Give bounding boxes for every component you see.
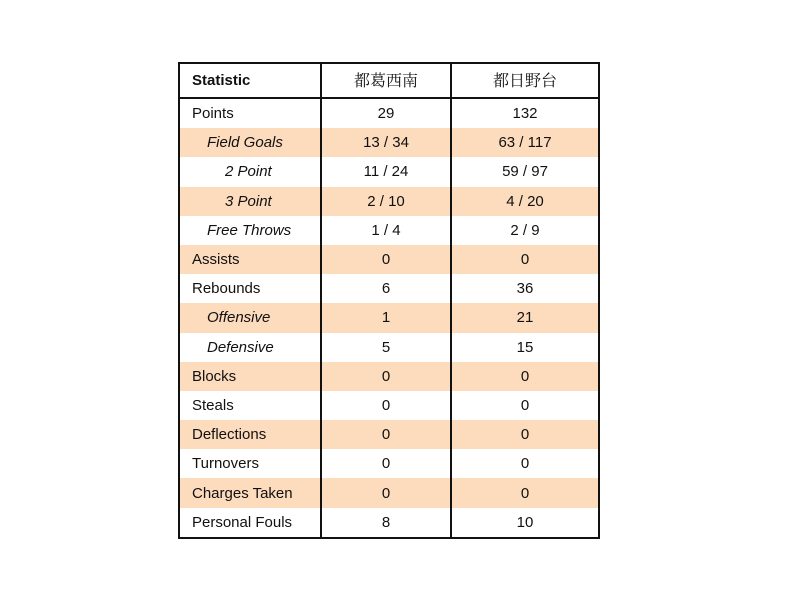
team-2-value: 15	[451, 333, 599, 362]
row-label: Defensive	[179, 333, 321, 362]
team-1-value: 1	[321, 303, 451, 332]
table-row	[179, 274, 599, 303]
team-2-value: 132	[451, 98, 599, 128]
team-2-value: 2 / 9	[451, 216, 599, 245]
team-1-value: 2 / 10	[321, 187, 451, 216]
row-label: Blocks	[179, 362, 321, 391]
header-team-1: 都葛西南	[321, 63, 451, 98]
team-1-value: 29	[321, 98, 451, 128]
team-2-value: 10	[451, 508, 599, 538]
row-label: Deflections	[179, 420, 321, 449]
team-2-value: 0	[451, 420, 599, 449]
row-label: Turnovers	[179, 449, 321, 478]
table-header	[179, 63, 599, 98]
table-row	[179, 362, 599, 391]
team-1-value: 6	[321, 274, 451, 303]
team-1-value: 8	[321, 508, 451, 538]
row-label: Points	[179, 98, 321, 128]
row-label: Offensive	[179, 303, 321, 332]
team-1-value: 0	[321, 391, 451, 420]
team-2-value: 0	[451, 449, 599, 478]
team-2-value: 0	[451, 362, 599, 391]
table-row	[179, 187, 599, 216]
table-row	[179, 420, 599, 449]
row-label: Free Throws	[179, 216, 321, 245]
team-1-value: 5	[321, 333, 451, 362]
team-2-value: 0	[451, 478, 599, 507]
team-1-value: 0	[321, 420, 451, 449]
table-row	[179, 391, 599, 420]
header-team-2: 都日野台	[451, 63, 599, 98]
stats-table	[178, 62, 600, 539]
row-label: Steals	[179, 391, 321, 420]
team-2-value: 0	[451, 391, 599, 420]
table-row	[179, 216, 599, 245]
team-1-value: 0	[321, 478, 451, 507]
team-1-value: 0	[321, 449, 451, 478]
table-row	[179, 157, 599, 186]
table-row	[179, 449, 599, 478]
row-label: Field Goals	[179, 128, 321, 157]
table-row	[179, 333, 599, 362]
team-1-value: 11 / 24	[321, 157, 451, 186]
team-2-value: 63 / 117	[451, 128, 599, 157]
row-label: Personal Fouls	[179, 508, 321, 538]
row-label: Charges Taken	[179, 478, 321, 507]
stats-table-container	[178, 62, 598, 539]
row-label: 2 Point	[179, 157, 321, 186]
header-row	[179, 63, 599, 98]
table-body	[179, 98, 599, 538]
row-label: Rebounds	[179, 274, 321, 303]
table-row	[179, 128, 599, 157]
table-row	[179, 478, 599, 507]
team-1-value: 0	[321, 245, 451, 274]
row-label: Assists	[179, 245, 321, 274]
team-2-value: 4 / 20	[451, 187, 599, 216]
team-2-value: 21	[451, 303, 599, 332]
team-2-value: 59 / 97	[451, 157, 599, 186]
team-1-value: 0	[321, 362, 451, 391]
table-row	[179, 245, 599, 274]
row-label: 3 Point	[179, 187, 321, 216]
table-row	[179, 98, 599, 128]
header-statistic: Statistic	[179, 63, 321, 98]
table-row	[179, 303, 599, 332]
team-1-value: 1 / 4	[321, 216, 451, 245]
table-row	[179, 508, 599, 538]
team-2-value: 36	[451, 274, 599, 303]
team-2-value: 0	[451, 245, 599, 274]
team-1-value: 13 / 34	[321, 128, 451, 157]
